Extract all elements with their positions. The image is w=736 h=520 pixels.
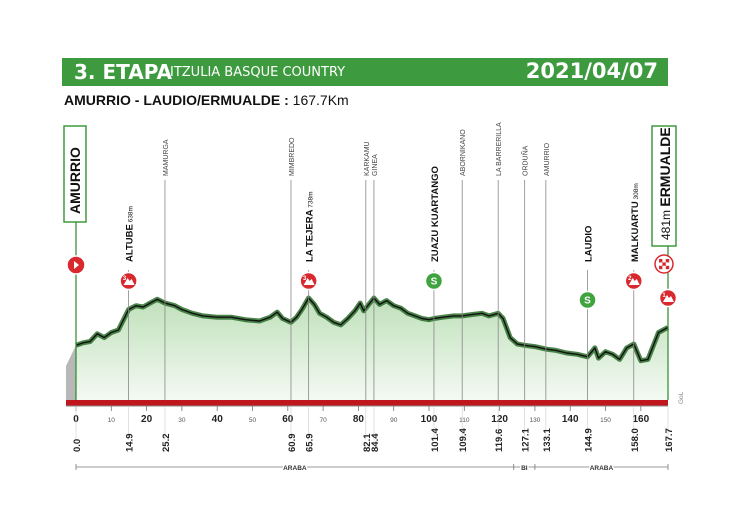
climb-category-label: 3 [122, 276, 127, 282]
race-name: ITZULIA BASQUE COUNTRY [170, 65, 346, 80]
place-label: GINEA [371, 154, 379, 176]
finish-elevation: 481m [659, 206, 673, 240]
climb-category-label: 3 [302, 276, 307, 282]
km-point-label: 82.1 [361, 433, 373, 452]
km-point-label: 65.9 [304, 433, 316, 452]
checker-cell [662, 262, 665, 265]
x-tick-label: 100 [420, 414, 438, 425]
place-label: KARKAMU [363, 141, 371, 176]
x-tick-label: 60 [282, 414, 294, 425]
start-label: AMURRIO [67, 147, 83, 214]
profile-base-band [66, 400, 668, 406]
km-point-label: 133.1 [541, 428, 553, 452]
summit-label [305, 191, 316, 262]
summit-label [125, 206, 136, 262]
km-point-label: 60.9 [286, 433, 298, 452]
km-point-label: 84.4 [369, 433, 381, 452]
region-label: ARABA [283, 465, 307, 472]
summit-label [630, 183, 641, 262]
stage-date: 2021/04/07 [525, 59, 658, 83]
x-tick-label: 10 [107, 417, 115, 424]
climb-category-label: 1 [662, 293, 666, 299]
summit-name: ZUAZU KUARTANGO [429, 166, 441, 262]
place-label: AMURRIO [543, 142, 551, 176]
checker-cell [666, 259, 669, 262]
finish-label [657, 127, 673, 240]
checker-cell [666, 266, 669, 269]
summit-altitude: 638m [127, 206, 135, 225]
region-label: ARABA [589, 465, 614, 472]
km-point-label: 119.6 [494, 428, 506, 452]
km-point-label: 144.9 [583, 428, 595, 452]
summit-name: LA TEJERA [304, 209, 316, 262]
km-point-label: 127.1 [520, 428, 532, 452]
summit-altitude: 308m [632, 183, 640, 202]
km-point-label: 0.0 [72, 438, 83, 452]
checker-cell [659, 259, 662, 262]
summit-name: MALKUARTU [629, 201, 641, 262]
km-point-label: 101.4 [429, 428, 441, 452]
finish-name: ERMUALDE [657, 127, 673, 207]
x-tick-label: 120 [491, 414, 508, 425]
sprint-label: S [430, 276, 438, 288]
summit-name: ALTUBE [124, 224, 136, 262]
x-tick-label: 90 [390, 417, 398, 424]
place-label: MAMURGA [162, 139, 170, 176]
stage-label: 3. ETAPA [74, 60, 173, 84]
summit-name: LAUDIO [583, 225, 595, 262]
x-tick-label: 110 [459, 417, 470, 424]
route-distance: 167.7Km [292, 92, 349, 108]
summit-label [430, 166, 441, 262]
x-tick-label: 160 [632, 414, 650, 425]
checker-cell [659, 266, 662, 269]
x-tick-label: 80 [352, 414, 364, 425]
credit-label: GoL [678, 391, 685, 404]
summit-label [584, 226, 595, 262]
x-tick-label: 150 [600, 417, 611, 424]
x-tick-label: 130 [529, 417, 541, 424]
km-point-label: 25.2 [160, 433, 172, 452]
route-name: AMURRIO - LAUDIO/ERMUALDE : [64, 92, 289, 108]
place-label: ABORNIKANO [460, 129, 468, 176]
km-point-label: 14.9 [124, 433, 136, 452]
km-point-label: 158.0 [629, 428, 641, 452]
x-tick-label: 0 [73, 414, 79, 425]
km-point-label: 167.7 [664, 428, 675, 452]
x-tick-label: 20 [141, 414, 153, 425]
place-label: MIMBREDO [288, 137, 296, 176]
profile-left-wall [66, 345, 76, 406]
x-tick-label: 30 [178, 417, 186, 424]
place-label: ORDUÑA [522, 145, 530, 176]
x-tick-label: 40 [211, 414, 223, 425]
x-tick-label: 50 [248, 417, 257, 424]
place-label: LA BARRERILLA [496, 122, 504, 176]
x-tick-label: 140 [561, 414, 579, 425]
summit-altitude: 738m [307, 191, 315, 210]
km-point-label: 109.4 [458, 428, 470, 452]
sprint-label: S [584, 295, 591, 307]
x-tick-label: 70 [319, 417, 327, 424]
climb-category-label: 2 [628, 276, 632, 282]
region-label: BI [521, 465, 528, 472]
